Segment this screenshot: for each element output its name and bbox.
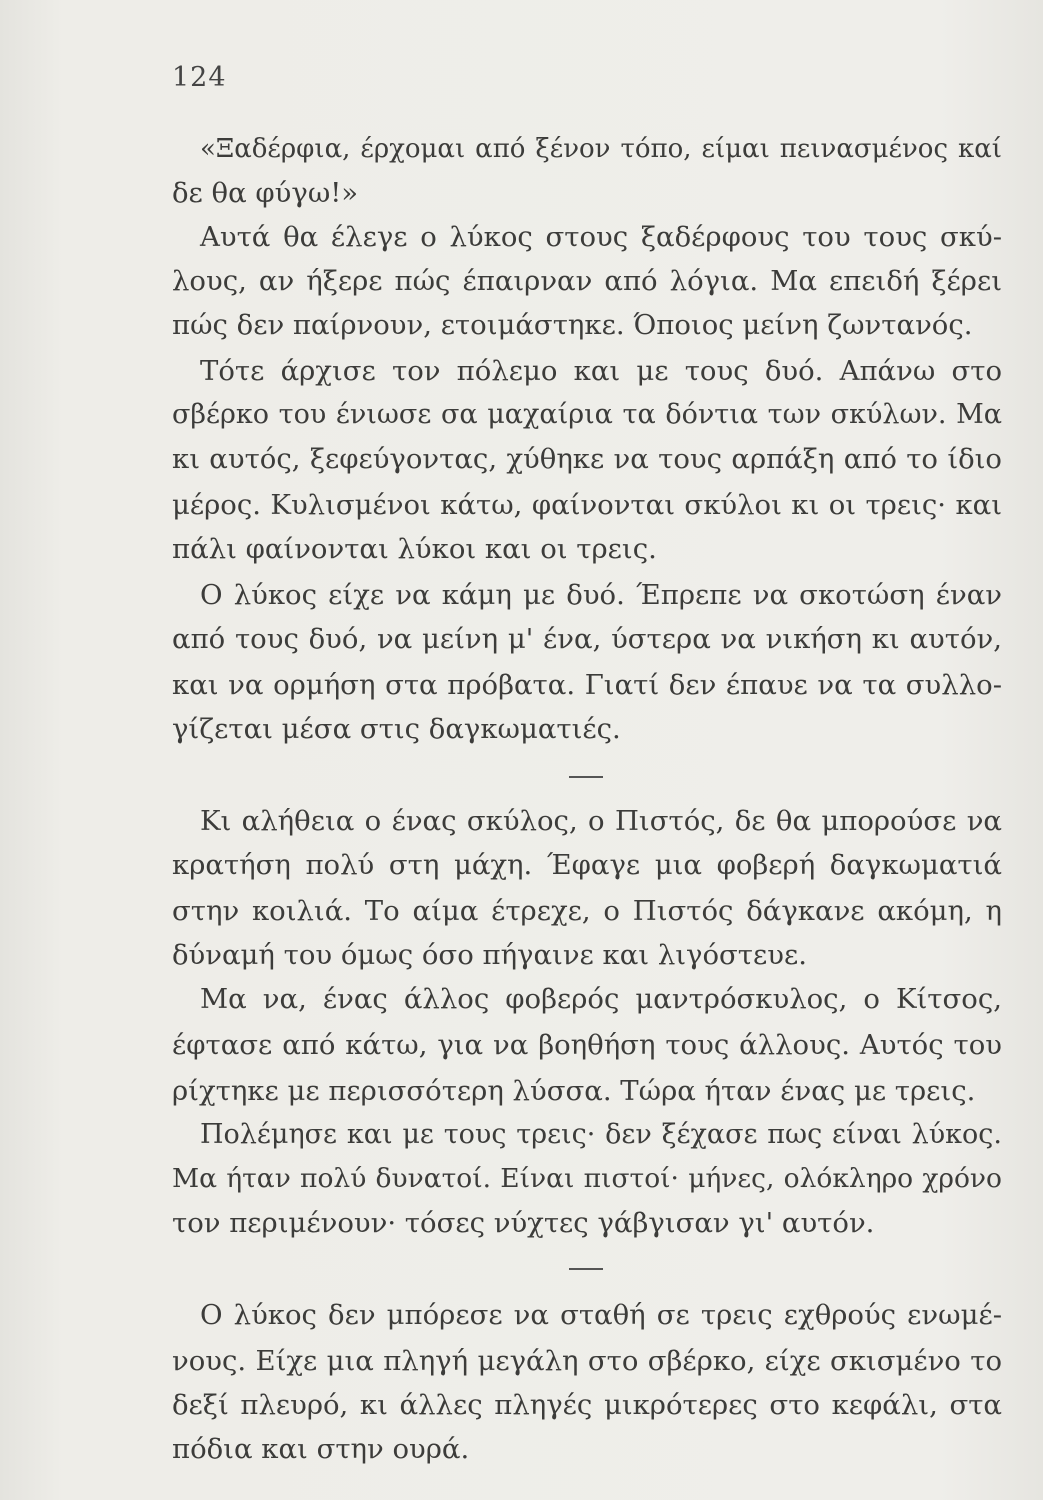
text-line: πάλι φαίνονται λύκοι και οι τρεις. (172, 533, 657, 565)
text-line: και να ορμήση στα πρόβατα. Γιατί δεν έπαυε να τα συλλο- (172, 669, 1002, 701)
text-line: πόδια και στην ουρά. (172, 1433, 470, 1465)
text-line: έφτασε από κάτω, για να βοηθήση τους άλλους. Αυτός του (172, 1029, 1002, 1061)
text-line: τον περιμένουν· τόσες νύχτες γάβγισαν γι' αυτόν. (172, 1207, 875, 1239)
text-line: από τους δυό, να μείνη μ' ένα, ύστερα να νικήση κι αυτόν, (172, 623, 1002, 655)
section-separator (569, 776, 603, 778)
text-line: Κι αλήθεια ο ένας σκύλος, ο Πιστός, δε θα μπορούσε να (200, 805, 1002, 837)
text-line: Αυτά θα έλεγε ο λύκος στους ξαδέρφους του τους σκύ- (200, 221, 1002, 253)
text-line: Μα ήταν πολύ δυνατοί. Είναι πιστοί· μήνες, ολόκληρο χρόνο (172, 1163, 1002, 1194)
text-line: Πολέμησε και με τους τρεις· δεν ξέχασε πως είναι λύκος. (200, 1119, 1002, 1150)
page-number: 124 (172, 62, 227, 93)
text-line: Ο λύκος δεν μπόρεσε να σταθή σε τρεις εχθρούς ενωμέ- (200, 1299, 1002, 1331)
text-line: στην κοιλιά. Το αίμα έτρεχε, ο Πιστός δάγκανε ακόμη, η (172, 895, 1002, 927)
text-line: γίζεται μέσα στις δαγκωματιές. (172, 713, 621, 745)
text-line: νους. Είχε μια πληγή μεγάλη στο σβέρκο, είχε σκισμένο το (172, 1345, 1002, 1377)
text-line: Τότε άρχισε τον πόλεμο και με τους δυό. Απάνω στο (200, 355, 1002, 387)
text-line: λους, αν ήξερε πώς έπαιρναν από λόγια. Μα επειδή ξέρει (172, 265, 1002, 297)
text-line: δε θα φύγω!» (172, 177, 359, 209)
text-line: πώς δεν παίρνουν, ετοιμάστηκε. Όποιος μείνη ζωντανός. (172, 309, 973, 341)
text-line: Ο λύκος είχε να κάμη με δυό. Έπρεπε να σκοτώση έναν (200, 579, 1002, 611)
text-line: μέρος. Κυλισμένοι κάτω, φαίνονται σκύλοι κι οι τρεις· και (172, 489, 1002, 521)
text-line: δύναμή του όμως όσο πήγαινε και λιγόστευε. (172, 939, 807, 971)
text-line: Μα να, ένας άλλος φοβερός μαντρόσκυλος, ο Κίτσος, (200, 983, 1002, 1015)
text-line: ρίχτηκε με περισσότερη λύσσα. Τώρα ήταν ένας με τρεις. (172, 1075, 976, 1107)
section-separator (569, 1268, 603, 1270)
text-line: σβέρκο του ένιωσε σα μαχαίρια τα δόντια των σκύλων. Μα (172, 399, 1002, 430)
text-line: κι αυτός, ξεφεύγοντας, χύθηκε να τους αρπάξη από το ίδιο (172, 443, 1002, 475)
text-line: κρατήση πολύ στη μάχη. Έφαγε μια φοβερή δαγκωματιά (172, 849, 1002, 881)
text-line: δεξί πλευρό, κι άλλες πληγές μικρότερες στο κεφάλι, στα (172, 1389, 1002, 1421)
text-line: «Ξαδέρφια, έρχομαι από ξένον τόπο, είμαι πεινασμένος καί (200, 134, 1002, 164)
